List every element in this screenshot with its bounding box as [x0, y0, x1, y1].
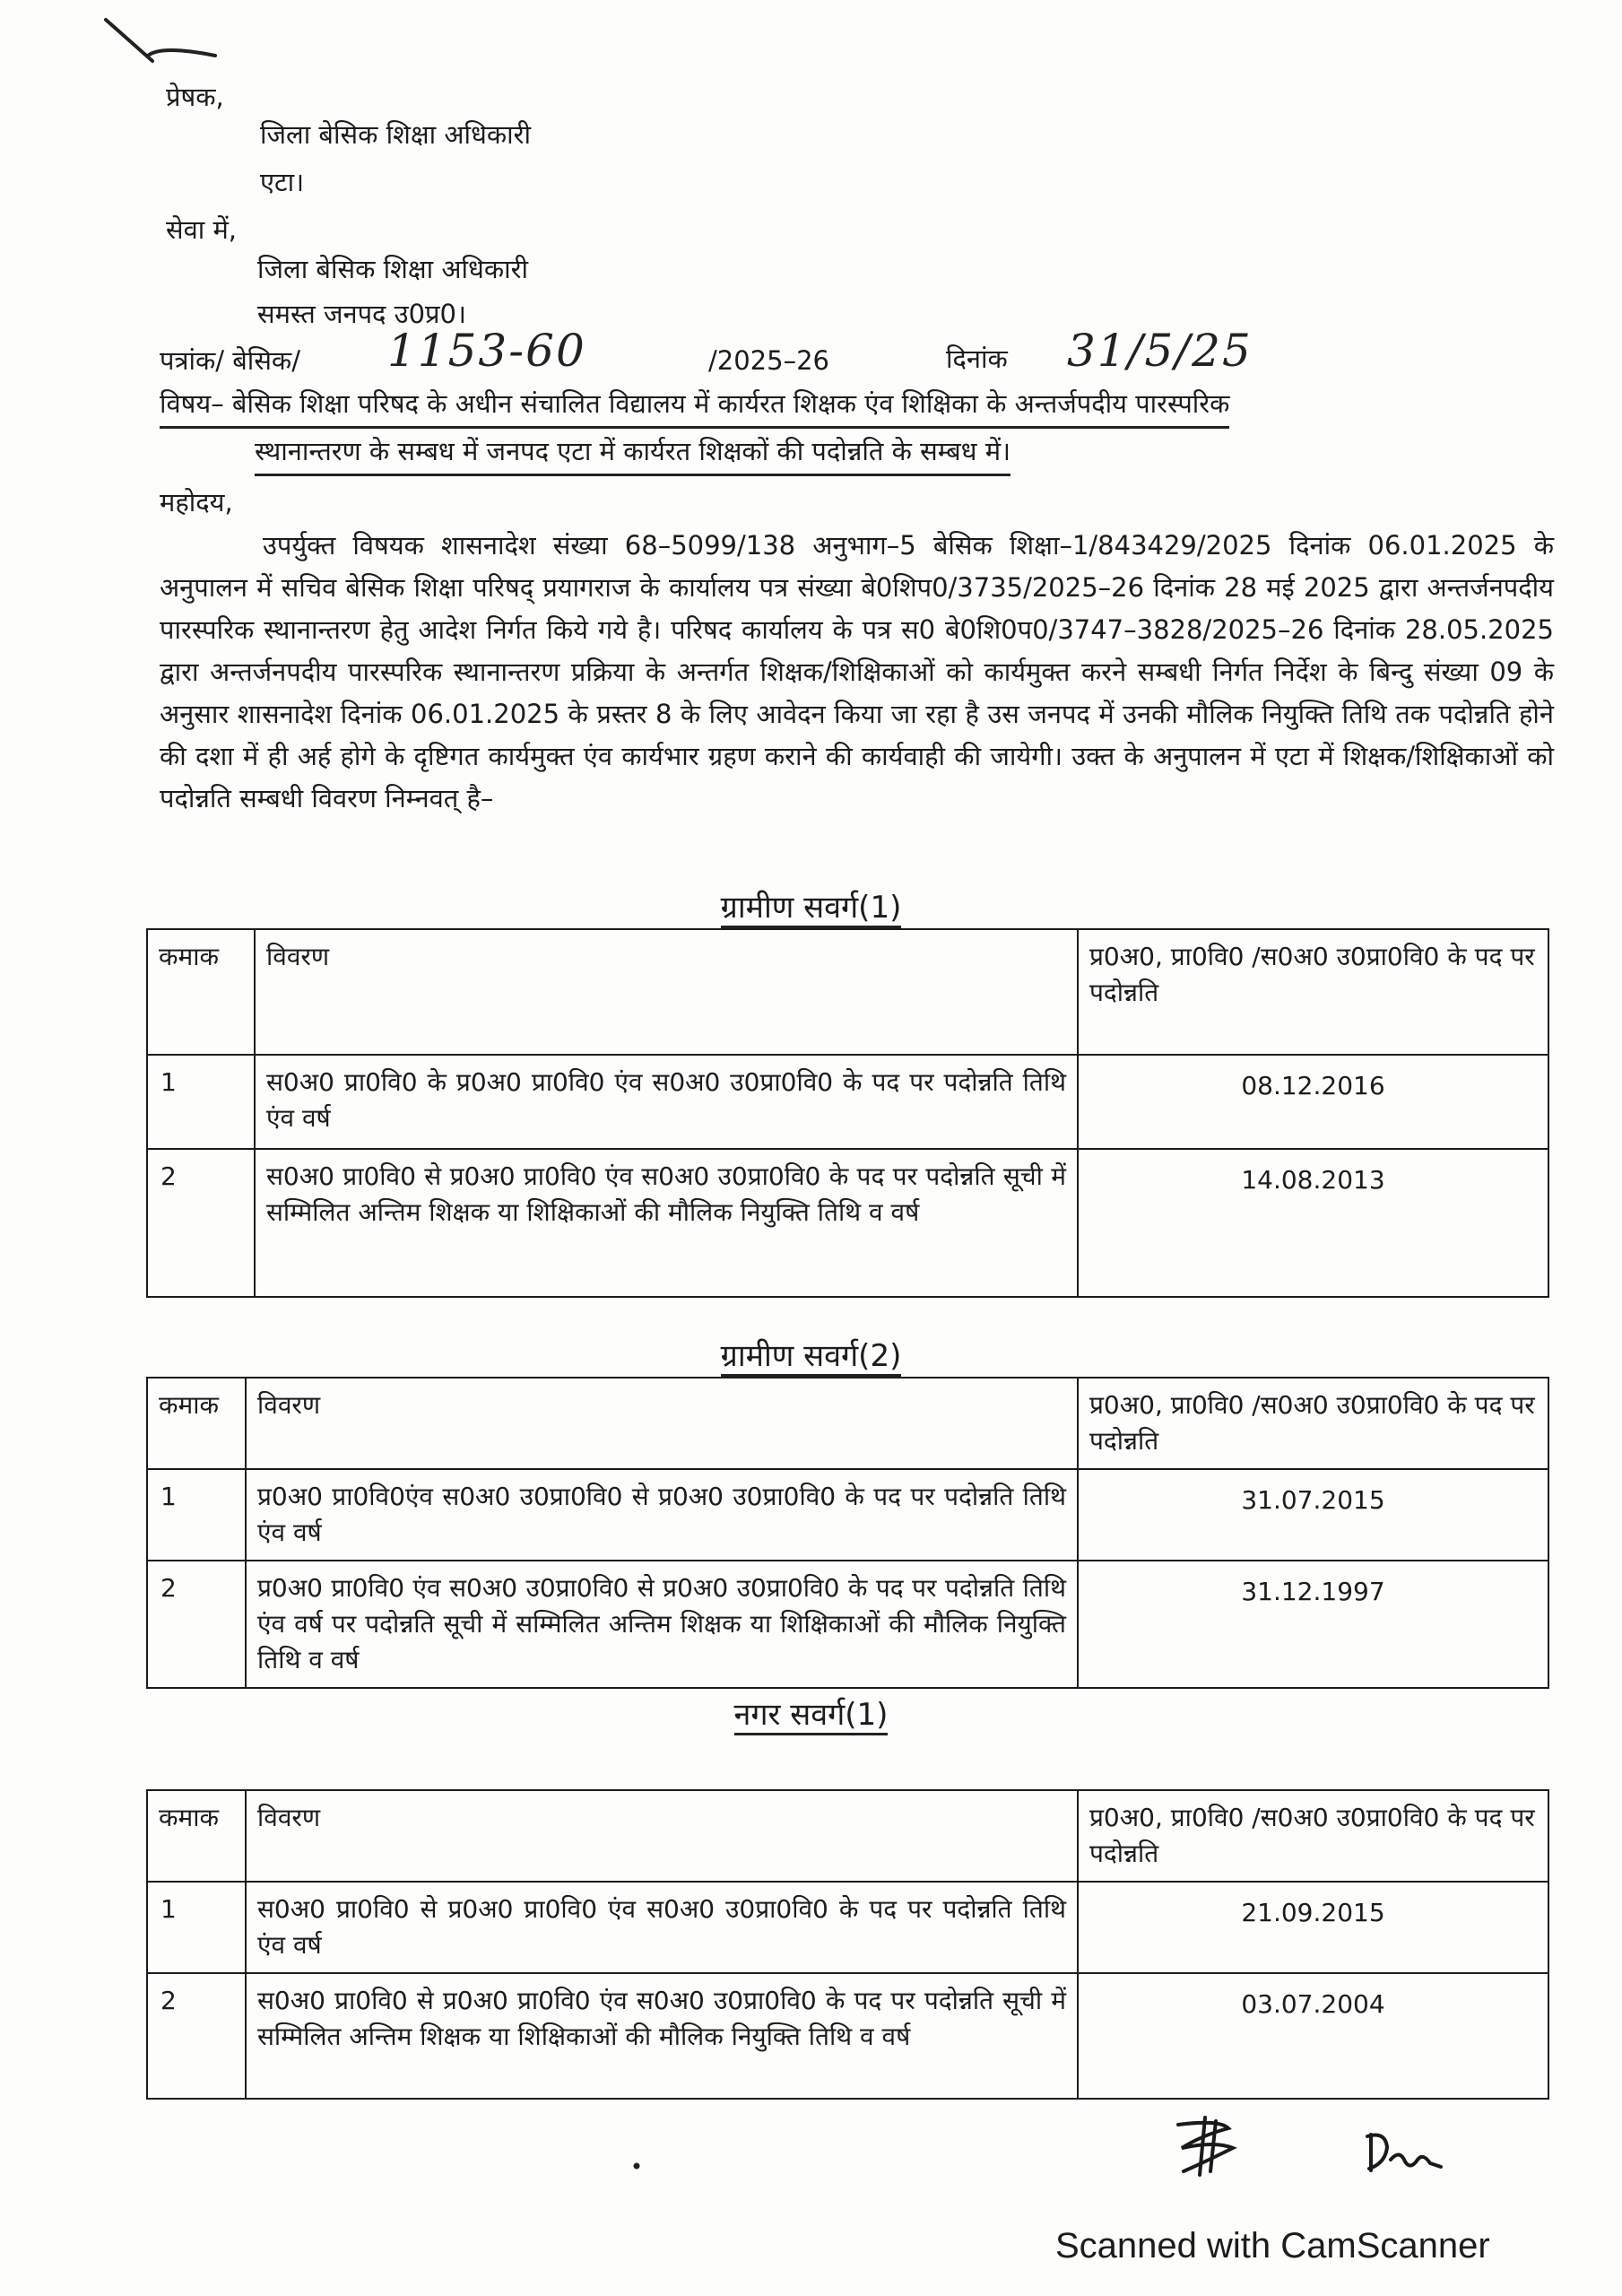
row-description: प्र0अ0 प्रा0वि0 एंव स0अ0 उ0प्रा0वि0 से प्र0अ0 उ0प्रा0वि0 के पद पर पदोन्नति तिथि एंव वर्ष पर पदोन्नति सूची में सम्मिलित अन्तिम शिक्षक या शिक्षिकाओं की मौलिक नियुक्ति तिथि व वर्ष [246, 1561, 1078, 1688]
row-serial: 1 [147, 1469, 246, 1561]
reference-year: /2025–26 [708, 345, 829, 376]
row-date: 31.12.1997 [1078, 1561, 1548, 1688]
sender-label: प्रेषक, [166, 82, 224, 112]
table-2-title: ग्रामीण सवर्ग(2) [0, 1336, 1622, 1376]
row-description: स0अ0 प्रा0वि0 से प्र0अ0 प्रा0वि0 एंव स0अ0 उ0प्रा0वि0 के पद पर पदोन्नति तिथि एंव वर्ष [246, 1882, 1078, 1973]
table-2 [146, 1377, 1549, 1689]
table-3 [146, 1789, 1549, 2100]
body-paragraph: उपर्युक्त विषयक शासनादेश संख्या 68–5099/138 अनुभाग–5 बेसिक शिक्षा–1/843429/2025 दिनांक 06.01.2025 के अनुपालन में सचिव बेसिक शिक्षा परिषद् प्रयागराज के कार्यालय पत्र संख्या बे0शिप0/3735/2025–26 दिनांक 28 मई 2025 द्वारा अन्तर्जनपदीय पारस्परिक स्थानान्तरण हेतु आदेश निर्गत किये गये है। परिषद कार्यालय के पत्र स0 बे0शि0प0/3747–3828/2025–26 दिनांक 28.05.2025 द्वारा अन्तर्जनपदीय पारस्परिक स्थानान्तरण प्रक्रिया के अन्तर्गत शिक्षक/शिक्षिकाओं को कार्यमुक्त करने सम्बधी निर्गत निर्देश के बिन्दु संख्या 09 के अनुसार शासनादेश दिनांक 06.01.2025 के प्रस्तर 8 के लिए आवेदन किया जा रहा है उस जनपद में उनकी मौलिक नियुक्ति तिथि तक पदोन्नति होने की दशा में ही अर्ह होगे के दृष्टिगत कार्यमुक्त एंव कार्यभार ग्रहण कराने की कार्यवाही की जायेगी। उक्त के अनुपालन में एटा में शिक्षक/शिक्षिकाओं को पदोन्नति सम्बधी विवरण निम्नवत् है– [160, 530, 1554, 813]
row-description: स0अ0 प्रा0वि0 के प्र0अ0 प्रा0वि0 एंव स0अ0 उ0प्रा0वि0 के पद पर पदोन्नति तिथि एंव वर्ष [255, 1055, 1078, 1149]
row-serial: 1 [147, 1882, 246, 1973]
table-row [147, 1973, 1548, 2099]
recipient-office: जिला बेसिक शिक्षा अधिकारी [257, 254, 528, 284]
row-date: 21.09.2015 [1078, 1882, 1548, 1973]
reference-prefix: पत्रांक/ बेसिक/ [160, 345, 300, 376]
table-3-title: नगर सवर्ग(1) [0, 1695, 1622, 1735]
table-row [147, 1149, 1548, 1297]
header-serial: कमाक [147, 1790, 246, 1882]
table-row [147, 1055, 1548, 1149]
table-header-row [147, 929, 1548, 1055]
header-serial: कमाक [147, 1378, 246, 1469]
table-row [147, 1561, 1548, 1688]
table-header-row [147, 1790, 1548, 1882]
header-promotion: प्र0अ0, प्रा0वि0 /स0अ0 उ0प्रा0वि0 के पद पर पदोन्नति [1078, 1790, 1548, 1882]
header-description: विवरण [255, 929, 1078, 1055]
row-description: प्र0अ0 प्रा0वि0एंव स0अ0 उ0प्रा0वि0 से प्र0अ0 उ0प्रा0वि0 के पद पर पदोन्नति तिथि एंव वर्ष [246, 1469, 1078, 1561]
table-1 [146, 928, 1549, 1298]
sender-district: एटा। [260, 167, 305, 197]
table-header-row [147, 1378, 1548, 1469]
row-date: 03.07.2004 [1078, 1973, 1548, 2099]
sender-office: जिला बेसिक शिक्षा अधिकारी [260, 119, 531, 150]
ink-dot [632, 2161, 641, 2170]
row-date: 31.07.2015 [1078, 1469, 1548, 1561]
signature-1 [1166, 2112, 1246, 2179]
row-date: 08.12.2016 [1078, 1055, 1548, 1149]
scanner-watermark: Scanned with CamScanner [1055, 2226, 1490, 2266]
pen-mark-scribble [99, 9, 224, 72]
row-description: स0अ0 प्रा0वि0 से प्र0अ0 प्रा0वि0 एंव स0अ0 उ0प्रा0वि0 के पद पर पदोन्नति सूची में सम्मिलित अन्तिम शिक्षक या शिक्षिकाओं की मौलिक नियुक्ति तिथि व वर्ष [255, 1149, 1078, 1297]
row-description: स0अ0 प्रा0वि0 से प्र0अ0 प्रा0वि0 एंव स0अ0 उ0प्रा0वि0 के पद पर पदोन्नति सूची में सम्मिलित अन्तिम शिक्षक या शिक्षिकाओं की मौलिक नियुक्ति तिथि व वर्ष [246, 1973, 1078, 2099]
row-serial: 2 [147, 1561, 246, 1688]
row-date: 14.08.2013 [1078, 1149, 1548, 1297]
subject-line-2: स्थानान्तरण के सम्बध में जनपद एटा में कार्यरत शिक्षकों की पदोन्नति के सम्बध में। [255, 429, 1010, 476]
table-1-title: ग्रामीण सवर्ग(1) [0, 888, 1622, 927]
header-promotion: प्र0अ0, प्रा0वि0 /स0अ0 उ0प्रा0वि0 के पद पर पदोन्नति [1078, 1378, 1548, 1469]
row-serial: 2 [147, 1149, 255, 1297]
subject-line-1: विषय– बेसिक शिक्षा परिषद के अधीन संचालित विद्यालय में कार्यरत शिक्षक एंव शिक्षिका के अन्तर्जपदीय पारस्परिक [160, 381, 1229, 429]
recipient-label: सेवा में, [166, 214, 238, 245]
salutation: महोदय, [160, 487, 233, 517]
header-description: विवरण [246, 1790, 1078, 1882]
row-serial: 1 [147, 1055, 255, 1149]
header-serial: कमाक [147, 929, 255, 1055]
recipient-district: समस्त जनपद उ0प्र0। [257, 299, 466, 329]
table-row [147, 1469, 1548, 1561]
reference-date-label: दिनांक [946, 344, 1008, 374]
row-serial: 2 [147, 1973, 246, 2099]
signature-2 [1358, 2126, 1448, 2179]
reference-number-handwritten: 1153-60 [387, 325, 586, 377]
reference-date-handwritten: 31/5/25 [1067, 325, 1253, 377]
header-promotion: प्र0अ0, प्रा0वि0 /स0अ0 उ0प्रा0वि0 के पद पर पदोन्नति [1078, 929, 1548, 1055]
table-row [147, 1882, 1548, 1973]
subject-block [160, 381, 1229, 476]
header-description: विवरण [246, 1378, 1078, 1469]
